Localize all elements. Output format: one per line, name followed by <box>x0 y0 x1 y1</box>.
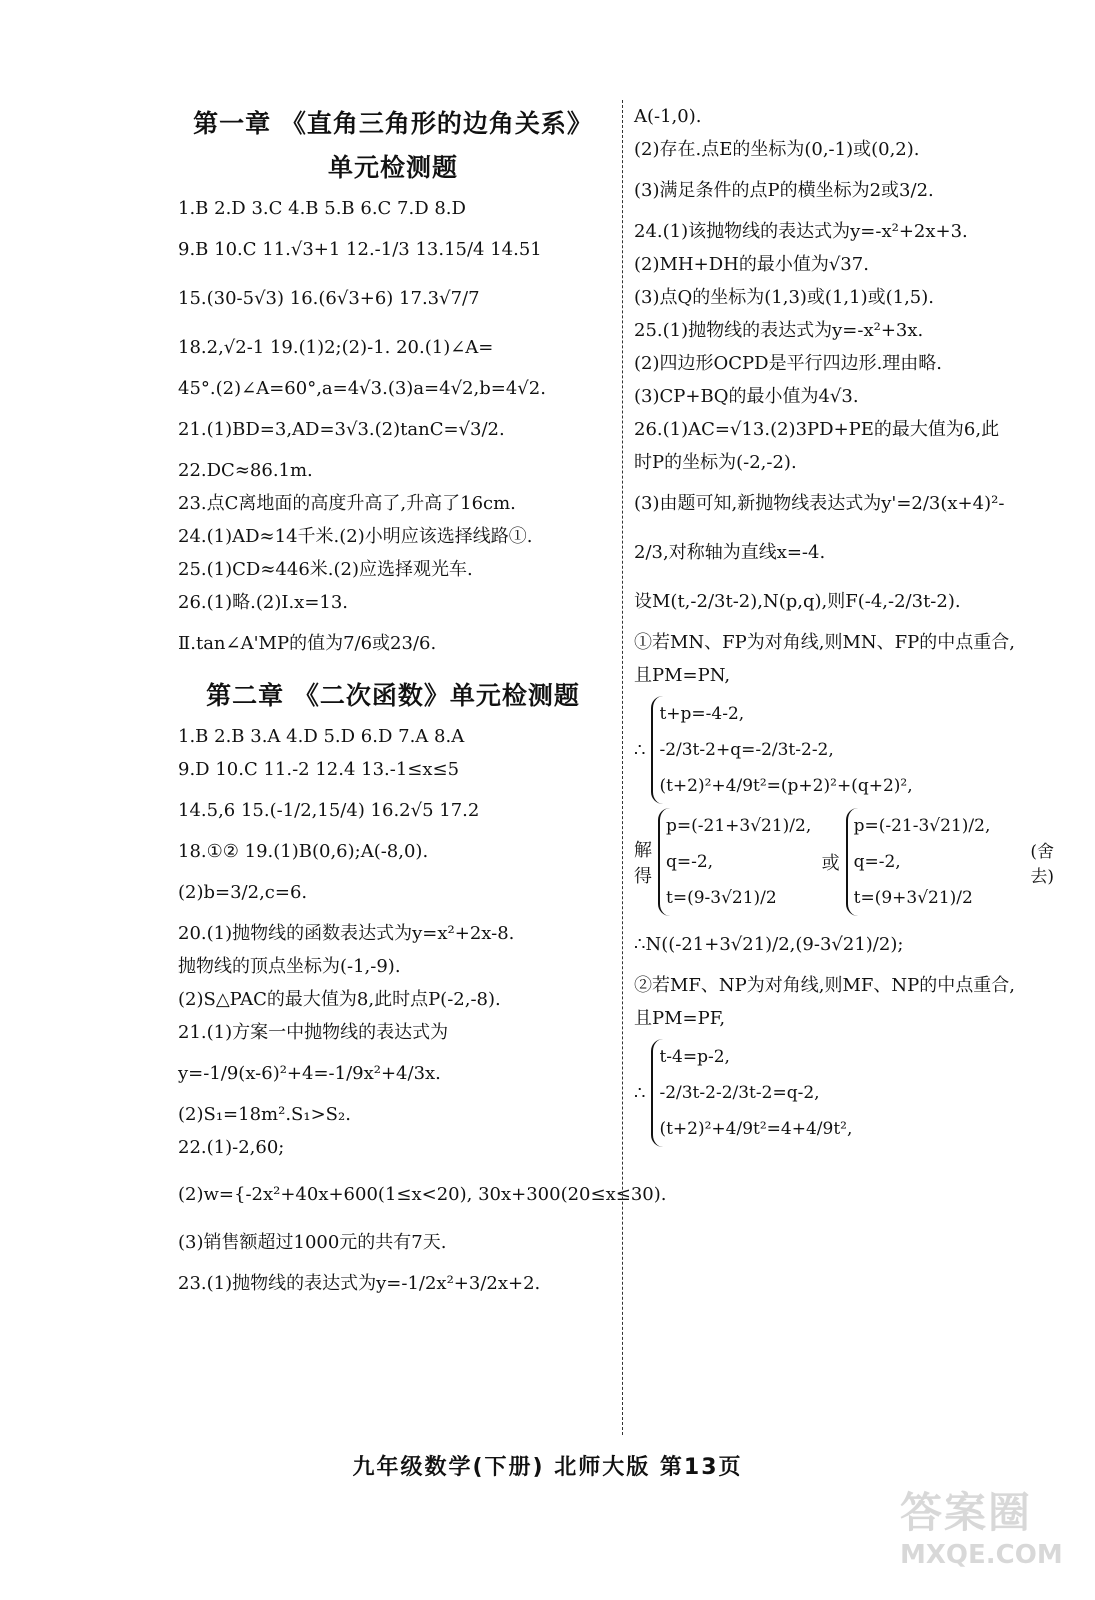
answer-line: (2)b=3/2,c=6. <box>178 882 308 903</box>
answer-line: 18.①② 19.(1)B(0,6);A(-8,0). <box>178 841 429 862</box>
equation-line: p=(-21-3√21)/2, <box>853 816 991 836</box>
answer-line: 22.DC≈86.1m. <box>178 460 313 481</box>
equation-system-4 <box>634 1039 1054 1147</box>
answer-line: 15.(30-5√3) 16.(6√3+6) 17.3√7/7 <box>178 288 480 309</box>
equation-line: p=(-21+3√21)/2, <box>666 816 812 836</box>
equation-line: q=-2, <box>853 852 901 872</box>
brace-system <box>658 808 811 916</box>
page-footer: 九年级数学(下册) 北师大版 第13页 <box>352 1455 743 1480</box>
answer-line: Ⅱ.tan∠A'MP的值为7/6或23/6. <box>178 633 437 654</box>
answer-line: (3)满足条件的点P的横坐标为2或3/2. <box>634 180 934 201</box>
answer-line: 22.(1)-2,60; <box>178 1137 285 1158</box>
answer-line: 25.(1)抛物线的表达式为y=-x²+3x. <box>634 320 924 341</box>
answer-line: 且PM=PN, <box>634 665 731 686</box>
equation-line: t=(9+3√21)/2 <box>853 888 973 908</box>
answer-line: 23.点C离地面的高度升高了,升高了16cm. <box>178 493 516 514</box>
answer-line: 且PM=PF, <box>634 1008 726 1029</box>
brace-system <box>846 808 991 916</box>
answer-line: 25.(1)CD≈446米.(2)应选择观光车. <box>178 559 473 580</box>
equation-line: t=(9-3√21)/2 <box>666 888 777 908</box>
answer-line: 1.B 2.B 3.A 4.D 5.D 6.D 7.A 8.A <box>178 726 465 747</box>
answer-line: 18.2,√2-1 19.(1)2;(2)-1. 20.(1)∠A= <box>178 337 494 358</box>
equation-line: t-4=p-2, <box>659 1047 730 1067</box>
watermark-text: 答案圈 <box>900 1488 1033 1537</box>
answer-line: (3)由题可知,新抛物线表达式为y'=2/3(x+4)²- <box>634 493 1005 514</box>
answer-line: (3)CP+BQ的最小值为4√3. <box>634 386 859 407</box>
therefore-symbol: ∴ <box>634 739 646 761</box>
answer-line: 24.(1)AD≈14千米.(2)小明应该选择线路①. <box>178 526 533 547</box>
answer-line: A(-1,0). <box>634 106 702 127</box>
answer-line: 26.(1)略.(2)Ⅰ.x=13. <box>178 592 349 613</box>
answer-line: (2)w={-2x²+40x+600(1≤x<20), 30x+300(20≤x≤30). <box>178 1184 667 1205</box>
solve-label: 解得 <box>634 840 652 887</box>
answer-line: 2/3,对称轴为直线x=-4. <box>634 542 826 563</box>
answer-line: 9.D 10.C 11.-2 12.4 13.-1≤x≤5 <box>178 759 460 780</box>
brace-system <box>651 1039 852 1147</box>
or-label: 或 <box>821 853 840 874</box>
therefore-symbol: ∴ <box>634 1082 646 1104</box>
answer-line: 23.(1)抛物线的表达式为y=-1/2x²+3/2x+2. <box>178 1273 541 1294</box>
column-divider <box>622 100 623 1435</box>
answer-line: 9.B 10.C 11.√3+1 12.-1/3 13.15/4 14.51 <box>178 239 542 260</box>
answer-line: (2)MH+DH的最小值为√37. <box>634 254 869 275</box>
equation-line: -2/3t-2-2/3t-2=q-2, <box>659 1083 820 1103</box>
answer-line: 时P的坐标为(-2,-2). <box>634 452 797 473</box>
watermark-url: MXQE.COM <box>900 1540 1063 1570</box>
answer-line: 24.(1)该抛物线的表达式为y=-x²+2x+3. <box>634 221 968 242</box>
answer-line: 抛物线的顶点坐标为(-1,-9). <box>178 956 401 977</box>
answer-line: (3)销售额超过1000元的共有7天. <box>178 1232 447 1253</box>
answer-line: (2)S₁=18m².S₁>S₂. <box>178 1104 351 1125</box>
answer-line: ②若MF、NP为对角线,则MF、NP的中点重合, <box>634 975 1016 996</box>
equation-line: t+p=-4-2, <box>659 704 745 724</box>
equation-line: (t+2)²+4/9t²=(p+2)²+(q+2)², <box>659 776 913 796</box>
solution-systems <box>634 808 1054 916</box>
answer-line: (2)S△PAC的最大值为8,此时点P(-2,-8). <box>178 989 501 1010</box>
brace-system <box>651 696 912 804</box>
answer-line: 1.B 2.D 3.C 4.B 5.B 6.C 7.D 8.D <box>178 198 466 219</box>
answer-line: (2)存在.点E的坐标为(0,-1)或(0,2). <box>634 139 920 160</box>
chapter2-title: 第二章 《二次函数》单元检测题 <box>206 681 580 710</box>
answer-line: 设M(t,-2/3t-2),N(p,q),则F(-4,-2/3t-2). <box>634 591 961 612</box>
chapter1-title: 第一章 《直角三角形的边角关系》 <box>193 109 593 138</box>
answer-line: (2)四边形OCPD是平行四边形.理由略. <box>634 353 943 374</box>
answer-line: y=-1/9(x-6)²+4=-1/9x²+4/3x. <box>178 1063 441 1084</box>
watermark-logo <box>900 1480 1080 1590</box>
answer-line: 45°.(2)∠A=60°,a=4√3.(3)a=4√2,b=4√2. <box>178 378 546 399</box>
answer-line: 14.5,6 15.(-1/2,15/4) 16.2√5 17.2 <box>178 800 480 821</box>
answer-line: 26.(1)AC=√13.(2)3PD+PE的最大值为6,此 <box>634 419 1000 440</box>
answer-line: (3)点Q的坐标为(1,3)或(1,1)或(1,5). <box>634 287 934 308</box>
right-column <box>634 100 1054 1151</box>
answer-line: 21.(1)方案一中抛物线的表达式为 <box>178 1022 449 1043</box>
chapter1-subtitle: 单元检测题 <box>327 153 458 182</box>
equation-system-1 <box>634 696 1054 804</box>
equation-line: -2/3t-2+q=-2/3t-2-2, <box>659 740 834 760</box>
answer-line: ①若MN、FP为对角线,则MN、FP的中点重合, <box>634 632 1016 653</box>
equation-line: (t+2)²+4/9t²=4+4/9t², <box>659 1119 853 1139</box>
chapter1-answers <box>178 192 608 668</box>
answer-line: 21.(1)BD=3,AD=3√3.(2)tanC=√3/2. <box>178 419 505 440</box>
equation-line: q=-2, <box>666 852 714 872</box>
discard-note: (舍去) <box>1030 842 1054 887</box>
answer-line: ∴N((-21+3√21)/2,(9-3√21)/2); <box>634 934 904 955</box>
answer-line: 20.(1)抛物线的函数表达式为y=x²+2x-8. <box>178 923 515 944</box>
